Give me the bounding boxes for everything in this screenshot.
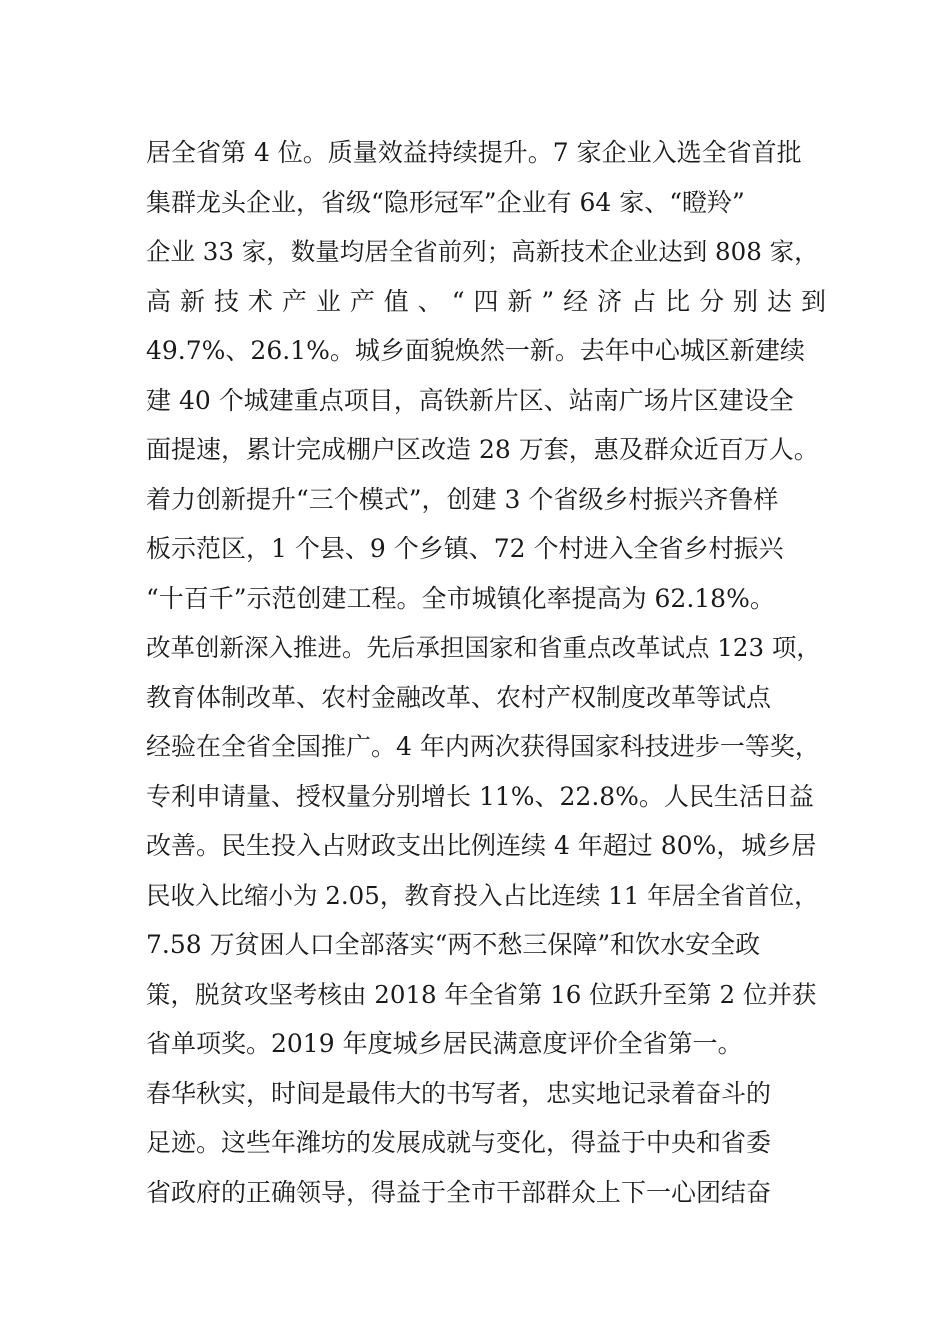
- text-line: 经验在全省全国推广。4 年内两次获得国家科技进步一等奖，: [146, 732, 820, 761]
- text-line: 板示范区，1 个县、9 个乡镇、72 个村进入全省乡村振兴: [146, 534, 784, 563]
- body-text: [146, 128, 826, 1217]
- text-line: 改革创新深入推进。先后承担国家和省重点改革试点 123 项，: [146, 633, 821, 662]
- text-line: 省政府的正确领导，得益于全市干部群众上下一心团结奋: [146, 1177, 772, 1207]
- text-line: 集群龙头企业，省级“隐形冠军”企业有 64 家、“瞪羚”: [146, 187, 745, 217]
- text-line: 企业 33 家，数量均居全省前列；高新技术企业达到 808 家，: [146, 237, 819, 266]
- text-line: “十百千”示范创建工程。全市城镇化率提高为 62.18%。: [146, 583, 775, 613]
- text-line: 春华秋实，时间是最伟大的书写者，忠实地记录着奋斗的: [146, 1078, 772, 1108]
- text-line: 49.7%、26.1%。城乡面貌焕然一新。去年中心城区新建续: [146, 336, 805, 365]
- text-line: 足迹。这些年潍坊的发展成就与变化，得益于中央和省委: [146, 1128, 772, 1157]
- text-line: 居全省第 4 位。质量效益持续提升。7 家企业入选全省首批: [146, 138, 802, 167]
- text-line: 高新技术产业产值、“四新”经济占比分别达到: [146, 286, 826, 316]
- text-line: 策，脱贫攻坚考核由 2018 年全省第 16 位跃升至第 2 位并获: [146, 979, 817, 1009]
- text-line: 教育体制改革、农村金融改革、农村产权制度改革等试点: [146, 682, 772, 712]
- text-line: 省单项奖。2019 年度城乡居民满意度评价全省第一。: [146, 1029, 743, 1058]
- text-line: 民收入比缩小为 2.05，教育投入占比连续 11 年居全省首位，: [146, 880, 819, 910]
- text-line: 面提速，累计完成棚户区改造 28 万套，惠及群众近百万人。: [146, 435, 819, 464]
- text-line: 7.58 万贫困人口全部落实“两不愁三保障”和饮水安全政: [146, 930, 761, 959]
- text-line: 改善。民生投入占财政支出比例连续 4 年超过 80%，城乡居: [146, 831, 817, 860]
- text-line: 建 40 个城建重点项目，高铁新片区、站南广场片区建设全: [146, 385, 794, 415]
- text-line: 专利申请量、授权量分别增长 11%、22.8%。人民生活日益: [146, 781, 814, 811]
- text-line: 着力创新提升“三个模式”，创建 3 个省级乡村振兴齐鲁样: [146, 484, 779, 514]
